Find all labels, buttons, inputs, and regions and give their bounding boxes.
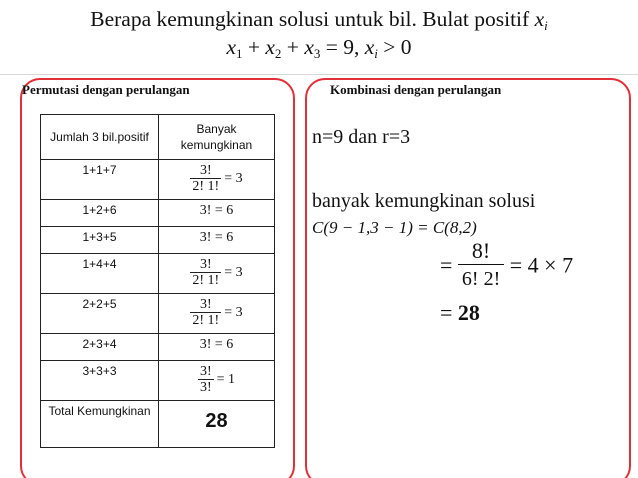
table-row — [41, 294, 275, 334]
total-label: Total Kemungkinan — [41, 401, 159, 448]
table-row — [41, 254, 275, 294]
title-divider — [0, 74, 638, 75]
table-row — [41, 334, 275, 361]
row-count: $\frac{3!}{2! 1!}$ = 3 — [159, 294, 275, 334]
row-count: $\frac{3!}{3!}$ = 1 — [159, 361, 275, 401]
row-count: 3! = 6 — [159, 334, 275, 361]
fraction-result: = 4 × 7 — [509, 252, 574, 278]
row-sum: 1+1+7 — [41, 160, 159, 200]
factorial-fraction: $\frac{8!}{6! 2!}$ — [458, 238, 504, 293]
row-sum: 1+4+4 — [41, 254, 159, 294]
row-sum: 2+2+5 — [41, 294, 159, 334]
row-count: 3! = 6 — [159, 200, 275, 227]
combination-formula: C(9 − 1,3 − 1) = C(8,2) — [312, 218, 477, 237]
solution-label: banyak kemungkinan solusi — [312, 190, 536, 212]
row-count: $\frac{3!}{2! 1!}$ = 3 — [159, 254, 275, 294]
row-sum: 2+3+4 — [41, 334, 159, 361]
permutation-panel-title: Permutasi dengan perulangan — [22, 82, 190, 97]
title-line-2: $x_1 + x_2 + x_3 = 9$, $x_i > 0$ — [226, 35, 412, 61]
total-value: 28 — [205, 410, 228, 432]
total-cell — [159, 401, 275, 448]
eq-sign: = — [440, 252, 453, 278]
table-row — [41, 200, 275, 227]
row-sum: 1+2+6 — [41, 200, 159, 227]
permutation-table — [40, 114, 275, 448]
params-text: n=9 dan r=3 — [312, 126, 411, 148]
slide-title — [0, 6, 638, 60]
row-count: 3! = 6 — [159, 227, 275, 254]
final-answer: = 28 — [440, 300, 480, 325]
fraction-line — [440, 238, 573, 293]
table-row — [41, 227, 275, 254]
combination-panel-title: Kombinasi dengan perulangan — [330, 82, 502, 97]
header-count: Banyak kemungkinan — [159, 115, 275, 160]
row-sum: 1+3+5 — [41, 227, 159, 254]
table-total-row — [41, 401, 275, 448]
table-header-row — [41, 115, 275, 160]
header-sum: Jumlah 3 bil.positif — [41, 115, 159, 160]
final-value: 28 — [457, 300, 480, 325]
table-row — [41, 160, 275, 200]
row-count: $\frac{3!}{2! 1!}$ = 3 — [159, 160, 275, 200]
table-row — [41, 361, 275, 401]
row-sum: 3+3+3 — [41, 361, 159, 401]
title-line-1: Berapa kemungkinan solusi untuk bil. Bulat positif $x_i$ — [90, 7, 548, 33]
